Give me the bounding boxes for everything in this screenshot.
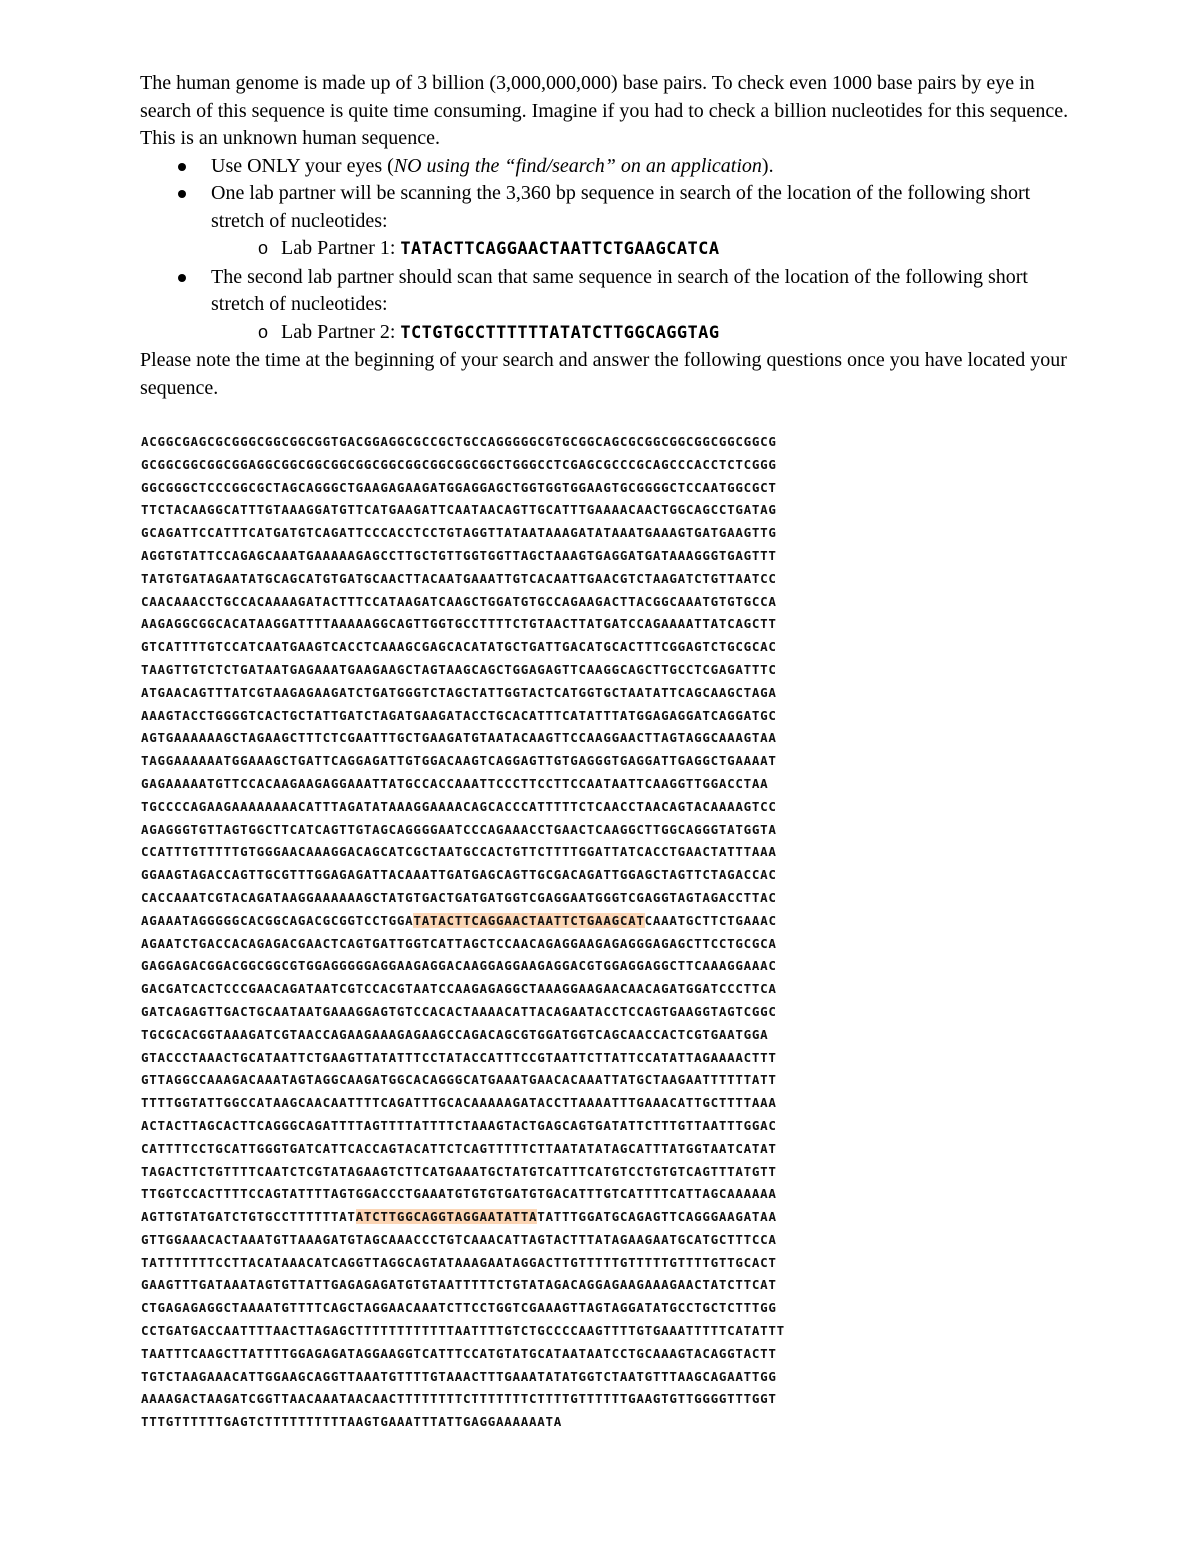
dna-line: TAAGTTGTCTCTGATAATGAGAAATGAAGAAGCTAGTAAGCAGCTGGAGAGTTCAAGGCAGCTTGCCTCGAGATTTC bbox=[141, 661, 777, 677]
dna-line: GTCATTTTGTCCATCAATGAAGTCACCTCAAAGCGAGCACATATGCTGATTGACATGCACTTTCGGAGTCTGCGCAC bbox=[141, 639, 777, 655]
dna-line: GAGGAGACGGACGGCGGCGTGGAGGGGGAGGAAGAGGACAAGGAGGAAGAGGACGTGGAGGAGGCTTCAAAGGAAAC bbox=[141, 958, 777, 974]
dna-line: GTACCCTAAACTGCATAATTCTGAAGTTATATTTCCTATACCATTTCCGTAATTCTTATTCCATATTAGAAAACTTT bbox=[141, 1049, 777, 1065]
bullet-eyes-italic: NO using the “find/search” on an application bbox=[393, 154, 762, 177]
dna-line: AGAATCTGACCACAGAGACGAACTCAGTGATTGGTCATTAGCTCCAACAGAGGAAGAGAGGGAGAGCTTCCTGCGCA bbox=[141, 935, 777, 951]
dna-line: GATCAGAGTTGACTGCAATAATGAAAGGAGTGTCCACACTAAAACATTACAGAATACCTCCAGTGAAGGTAGTCGGC bbox=[141, 1003, 777, 1019]
dna-line: ACTACTTAGCACTTCAGGGCAGATTTTAGTTTTATTTTCTAAAGTACTGAGCAGTGATATTCTTTGTTAATTTGGAC bbox=[141, 1117, 777, 1133]
dna-line: CAACAAACCTGCCACAAAAGATACTTTCCATAAGATCAAGCTGGATGTGCCAGAAGACTTACGGCAAATGTGTGCCA bbox=[141, 593, 777, 609]
partner-one-target bbox=[211, 235, 1070, 264]
dna-line: GTTGGAAACACTAAATGTTAAAGATGTAGCAAACCCTGTCAAACATTAGTACTTTATAGAAGAATGCATGCTTTCCA bbox=[141, 1231, 777, 1247]
dna-line: ATGAACAGTTTATCGTAAGAGAAGATCTGATGGGTCTAGCTATTGGTACTCATGGTGCTAATATTCAGCAAGCTAGA bbox=[141, 684, 777, 700]
dna-line-before-highlight: AGAAATAGGGGGCACGGCAGACGCGGTCCTGGA bbox=[141, 912, 414, 928]
dna-line: CATTTTCCTGCATTGGGTGATCATTCACCAGTACATTCTCAGTTTTTCTTAATATATAGCATTTATGGTAATCATAT bbox=[141, 1140, 777, 1156]
dna-line: AAGAGGCGGCACATAAGGATTTTAAAAAGGCAGTTGGTGCCTTTTCTGTAACTTATGATCCAGAAAATTATCAGCTT bbox=[141, 616, 777, 632]
dna-line: GCGGCGGCGGCGGAGGCGGCGGCGGCGGCGGCGGCGGCGGCGGCTGGGCCTCGAGCGCCCGCAGCCCACCTCTCGGG bbox=[141, 456, 777, 472]
dna-line: GTTAGGCCAAAGACAAATAGTAGGCAAGATGGCACAGGGCATGAAATGAACACAAATTATGCTAAGAATTTTTTATT bbox=[141, 1072, 777, 1088]
partner-one-sequence: TATACTTCAGGAACTAATTCTGAAGCATCA bbox=[400, 239, 720, 259]
dna-line: AAAGTACCTGGGGTCACTGCTATTGATCTAGATGAAGATACCTGCACATTTCATATTTATGGAGAGGATCAGGATGC bbox=[141, 707, 777, 723]
dna-line: TATTTTTTTCCTTACATAAACATCAGGTTAGGCAGTATAAAGAATAGGACTTGTTTTTGTTTTTGTTTTGTTGCACT bbox=[141, 1254, 777, 1270]
dna-line: TTGGTCCACTTTTCCAGTATTTTAGTGGACCCTGAAATGTGTGTGATGTGACATTTGTCATTTTCATTAGCAAAAAA bbox=[141, 1186, 777, 1202]
dna-line: TTTGTTTTTTGAGTCTTTTTTTTTTAAGTGAAATTTATTGAGGAAAAAATA bbox=[141, 1414, 563, 1430]
dna-sequence-block bbox=[141, 431, 1061, 1434]
bullet-partner-two-text: The second lab partner should scan that same sequence in search of the location of the following short stretch of nucleotides: bbox=[211, 265, 1028, 315]
closing-paragraph: Please note the time at the beginning of your search and answer the following questions once you have located your sequence. bbox=[140, 349, 1067, 399]
dna-line: CTGAGAGAGGCTAAAATGTTTTCAGCTAGGAACAAATCTTCCTGGTCGAAAGTTAGTAGGATATGCCTGCTCTTTGG bbox=[141, 1300, 777, 1316]
dna-line: TAATTTCAAGCTTATTTTGGAGAGATAGGAAGGTCATTTCCATGTATGCATAATAATCCTGCAAAGTACAGGTACTT bbox=[141, 1345, 777, 1361]
dna-line bbox=[141, 910, 1061, 933]
dna-line: GGAAGTAGACCAGTTGCGTTTGGAGAGATTACAAATTGATGAGCAGTTGCGACAGATTGGAGCTAGTTCTAGACCAC bbox=[141, 867, 777, 883]
partner-one-sublist bbox=[211, 235, 1070, 264]
dna-line: GAAGTTTGATAAATAGTGTTATTGAGAGAGATGTGTAATTTTTCTGTATAGACAGGAGAAGAAAGAACTATCTTCAT bbox=[141, 1277, 777, 1293]
partner-two-sequence: TCTGTGCCTTTTTTATATCTTGGCAGGTAG bbox=[400, 322, 720, 343]
intro-paragraph: The human genome is made up of 3 billion (3,000,000,000) base pairs. To check even 1000 base pairs by eye in search of this sequence is quite time consuming. Imagine if you had to check a billion nucleotides for this sequence. This is an unknown human sequence. bbox=[140, 72, 1069, 149]
bullet-partner-one-text: One lab partner will be scanning the 3,360 bp sequence in search of the location of the following short stretch of nucleotides: bbox=[211, 182, 1031, 232]
dna-line: AGTGAAAAAAGCTAGAAGCTTTCTCGAATTTGCTGAAGATGTAATACAAGTTCCAAGGAACTTAGTAGGCAAAGTAA bbox=[141, 730, 777, 746]
dna-line-before-highlight: AGTTGTATGATCTGTGCCTTTTTTAT bbox=[141, 1209, 356, 1225]
dna-line: AGAGGGTGTTAGTGGCTTCATCAGTTGTAGCAGGGGAATCCCAGAAACCTGAACTCAAGGCTTGGCAGGGTATGGTA bbox=[141, 821, 777, 837]
partner-two-target bbox=[211, 319, 1070, 348]
dna-line-after-highlight: CAAATGCTTCTGAAAC bbox=[644, 912, 777, 928]
bullet-partner-two bbox=[140, 264, 1070, 348]
dna-highlighted-match: ATCTTGGCAGGTAGGAATATTA bbox=[355, 1209, 538, 1225]
dna-line-after-highlight: TATTTGGATGCAGAGTTCAGGGAAGATAA bbox=[537, 1209, 777, 1225]
dna-line: GCAGATTCCATTTCATGATGTCAGATTCCCACCTCCTGTAGGTTATAATAAAGATATAAATGAAAGTGATGAAGTTG bbox=[141, 525, 777, 541]
dna-line: TTTTGGTATTGGCCATAAGCAACAATTTTCAGATTTGCACAAAAAGATACCTTAAAATTTGAAACATTGCTTTTAAA bbox=[141, 1095, 777, 1111]
partner-one-label: Lab Partner 1: bbox=[281, 237, 401, 259]
dna-line: CACCAAATCGTACAGATAAGGAAAAAAGCTATGTGACTGATGATGGTCGAGGAATGGGTCGAGGTAGTAGACCTTAC bbox=[141, 889, 777, 905]
dna-line: TTCTACAAGGCATTTGTAAAGGATGTTCATGAAGATTCAATAACAGTTGCATTTGAAAACAACTGGCAGCCTGATAG bbox=[141, 502, 777, 518]
dna-line: CCTGATGACCAATTTTAACTTAGAGCTTTTTTTTTTTTAATTTTGTCTGCCCCAAGTTTTGTGAAATTTTTCATATTT bbox=[141, 1323, 785, 1339]
dna-line: TAGGAAAAAATGGAAAGCTGATTCAGGAGATTGTGGACAAGTCAGGAGTTGTGAGGGTGAGGATTGAGGCTGAAAAT bbox=[141, 753, 777, 769]
dna-line: AGGTGTATTCCAGAGCAAATGAAAAAGAGCCTTGCTGTTGGTGGTTAGCTAAAGTGAGGATGATAAAGGGTGAGTTT bbox=[141, 547, 777, 563]
bullet-partner-one bbox=[140, 180, 1070, 264]
dna-line: CCATTTGTTTTTGTGGGAACAAAGGACAGCATCGCTAATGCCACTGTTCTTTTGGATTATCACCTGAACTATTTAAA bbox=[141, 844, 777, 860]
dna-line: GACGATCACTCCCGAACAGATAATCGTCCACGTAATCCAAGAGAGGCTAAAGGAAGAACAACAGATGGATCCCTTCA bbox=[141, 981, 777, 997]
dna-line: GAGAAAAATGTTCCACAAGAAGAGGAAATTATGCCACCAAATTCCCTTCCTTCCAATAATTCAAGGTTGGACCTAA bbox=[141, 775, 769, 791]
partner-two-sublist bbox=[211, 319, 1070, 348]
instructions bbox=[140, 70, 1070, 402]
bullet-eyes-suffix: ). bbox=[761, 154, 774, 177]
dna-line: ACGGCGAGCGCGGGCGGCGGCGGTGACGGAGGCGCCGCTGCCAGGGGGCGTGCGGCAGCGCGGCGGCGGCGGCGGCG bbox=[141, 434, 777, 449]
bullet-eyes-only bbox=[140, 153, 1070, 181]
dna-line: TAGACTTCTGTTTTCAATCTCGTATAGAAGTCTTCATGAAATGCTATGTCATTTCATGTCCTGTGTCAGTTTATGTT bbox=[141, 1163, 777, 1179]
dna-highlighted-match: TATACTTCAGGAACTAATTCTGAAGCAT bbox=[413, 912, 645, 928]
dna-line: AAAAGACTAAGATCGGTTAACAAATAACAACTTTTTTTTCTTTTTTTCTTTTGTTTTTTGAAGTGTTGGGGTTTGGT bbox=[141, 1391, 777, 1407]
dna-line: GGCGGGCTCCCGGCGCTAGCAGGGCTGAAGAGAAGATGGAGGAGCTGGTGGTGGAAGTGCGGGGCTCCAATGGCGCT bbox=[141, 479, 777, 495]
bullet-eyes-prefix: Use ONLY your eyes ( bbox=[211, 154, 394, 177]
instruction-list bbox=[140, 153, 1070, 348]
partner-two-label: Lab Partner 2: bbox=[281, 320, 401, 343]
dna-line: TGCCCCAGAAGAAAAAAAACATTTAGATATAAAGGAAAACAGCACCCATTTTTCTCAACCTAACAGTACAAAAGTCC bbox=[141, 798, 777, 814]
dna-line: TATGTGATAGAATATGCAGCATGTGATGCAACTTACAATGAAATTGTCACAATTGAACGTCTAAGATCTGTTAATCC bbox=[141, 570, 777, 586]
dna-line: TGTCTAAGAAACATTGGAAGCAGGTTAAATGTTTTGTAAACTTTGAAATATATGGTCTAATGTTTAAGCAGAATTGG bbox=[141, 1368, 777, 1384]
dna-line bbox=[141, 1206, 1061, 1229]
dna-line: TGCGCACGGTAAAGATCGTAACCAGAAGAAAGAGAAGCCAGACAGCGTGGATGGTCAGCAACCACTCGTGAATGGA bbox=[141, 1026, 769, 1042]
